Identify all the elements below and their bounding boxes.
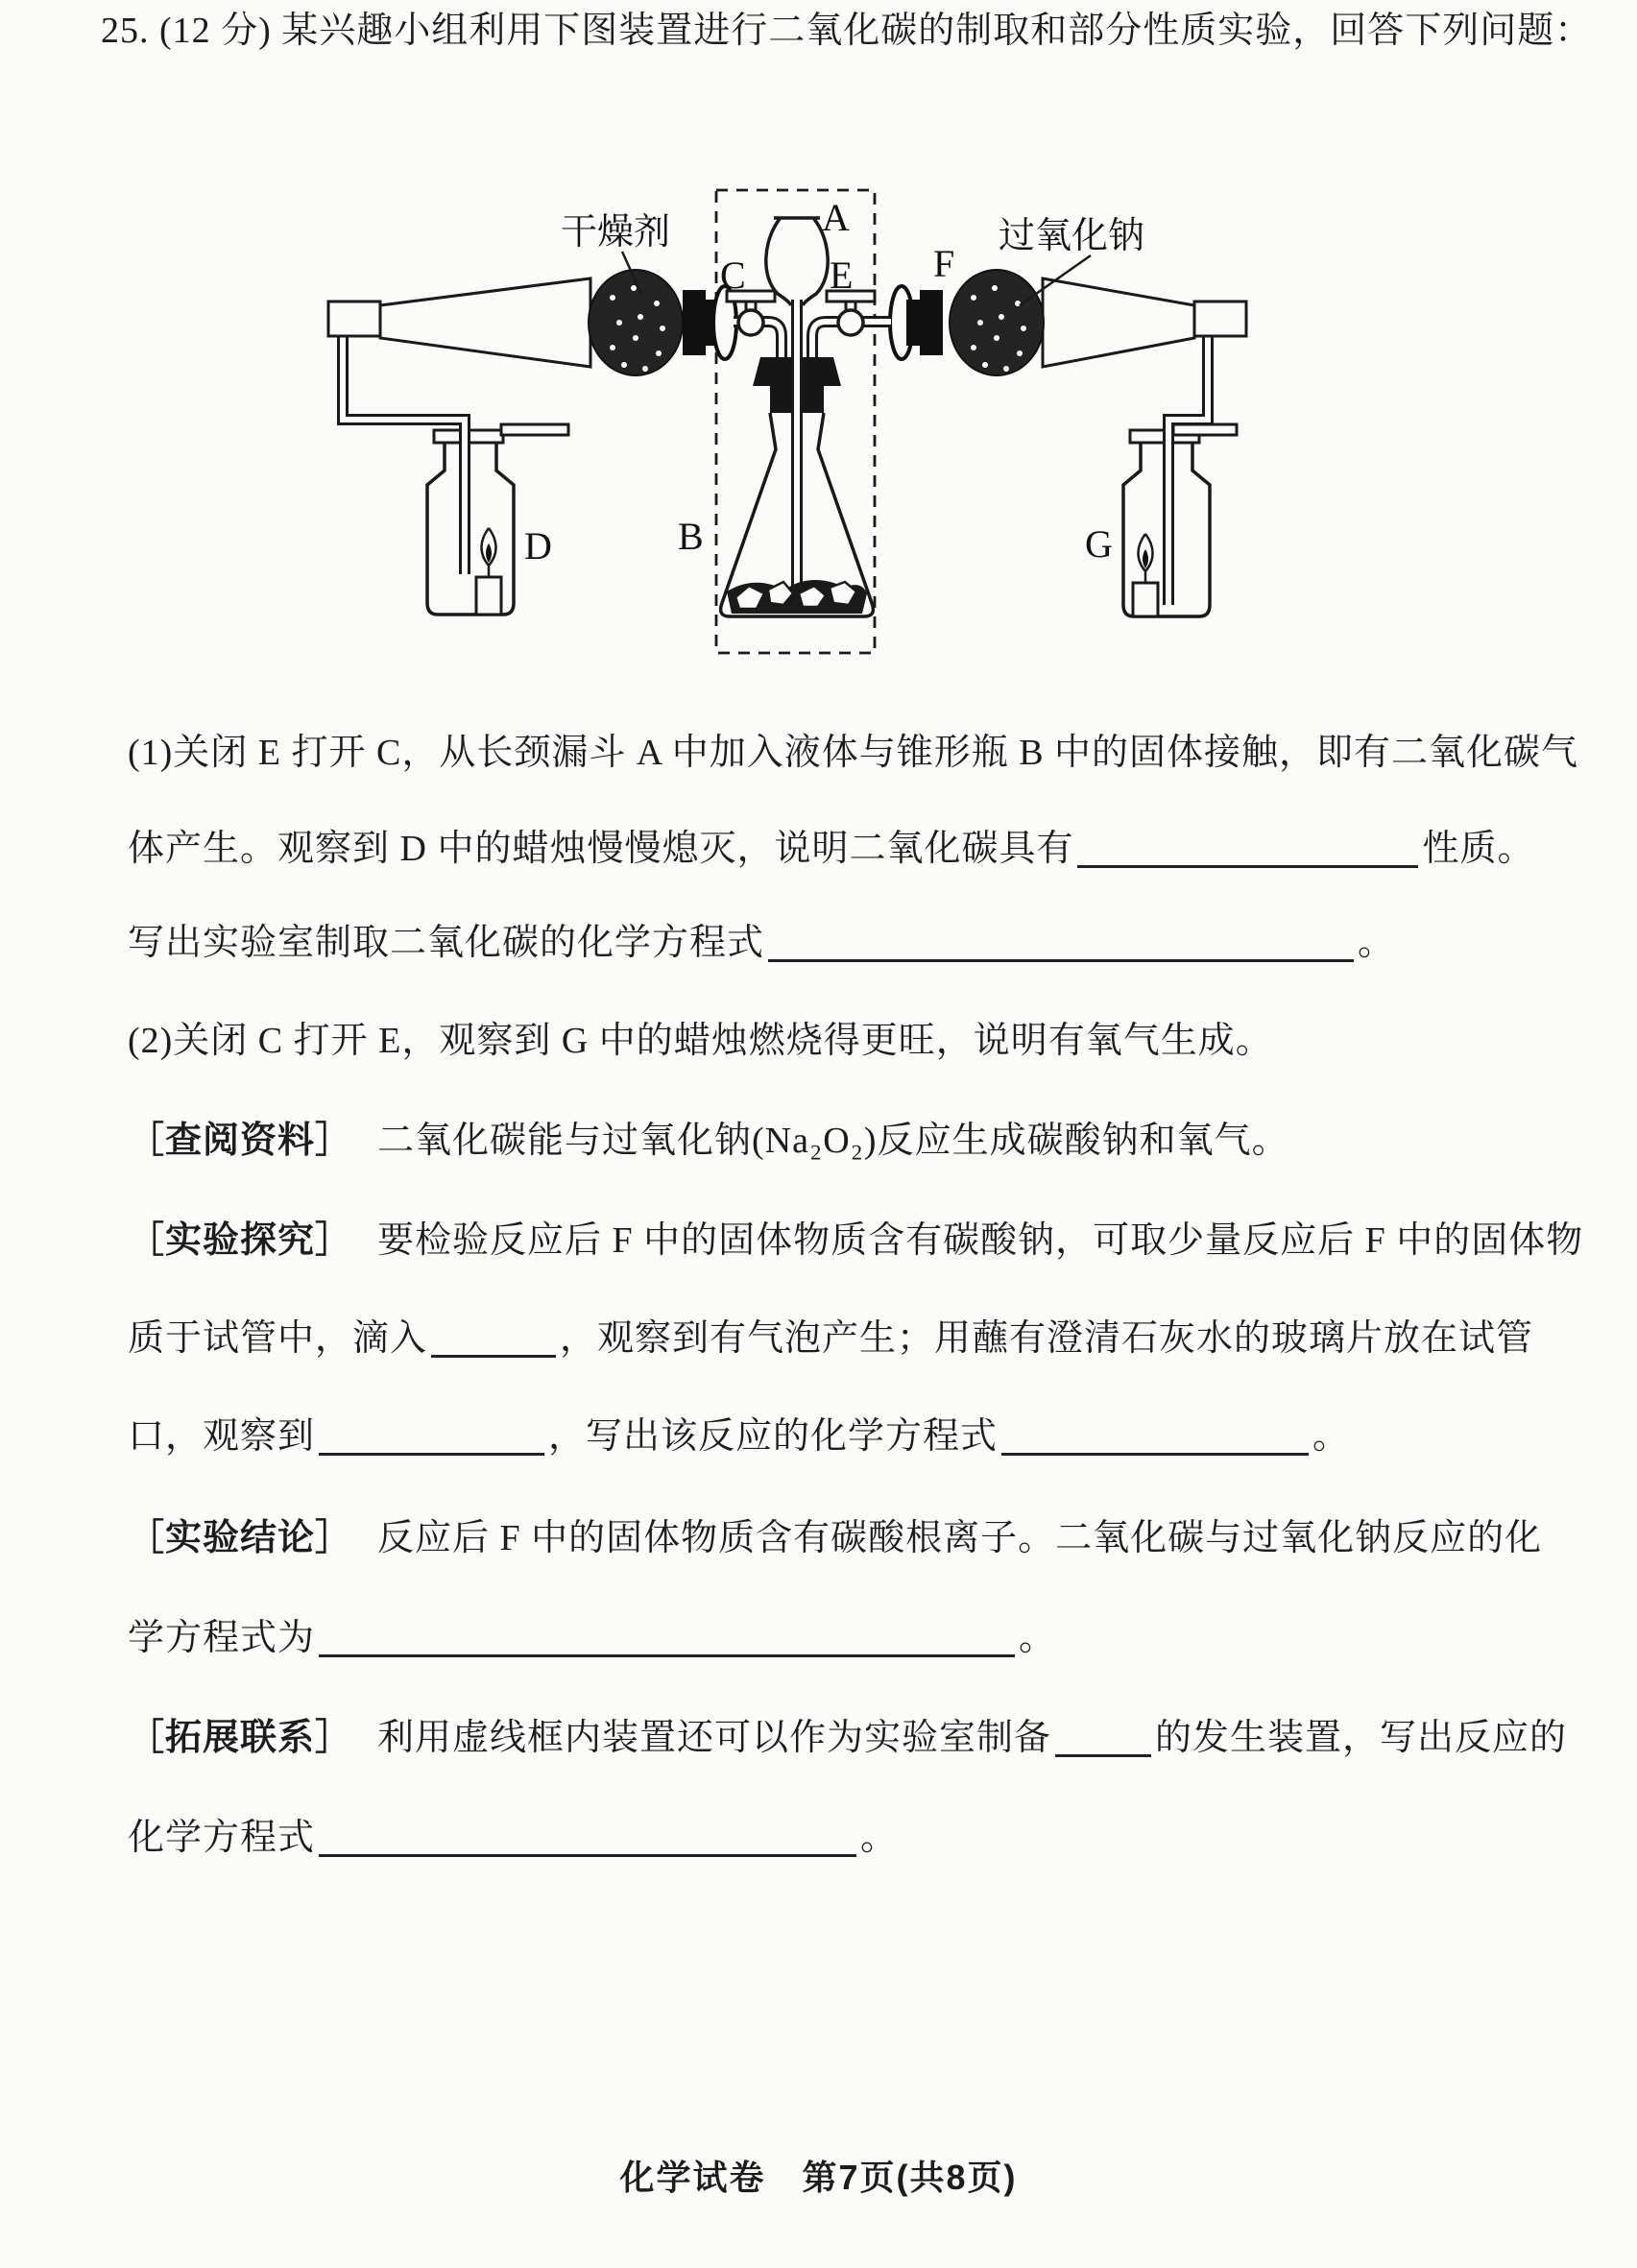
- q1-line2-tail: 性质。: [1422, 829, 1535, 869]
- conclusion-line1-text: 反应后 F 中的固体物质含有碳酸根离子。二氧化碳与过氧化钠反应的化: [377, 1518, 1543, 1558]
- lookup-tag: ［查阅资料］: [128, 1121, 353, 1161]
- answer-blank-gas[interactable]: [1055, 1745, 1151, 1757]
- stopcock-e: [827, 291, 875, 335]
- label-a: A: [822, 196, 850, 239]
- explore-line3-tail: 。: [1312, 1416, 1351, 1457]
- candle-g: [1133, 534, 1158, 616]
- explore-line2: [128, 1308, 1533, 1361]
- conclusion-line1: [128, 1508, 1542, 1560]
- answer-blank-reagent[interactable]: [431, 1345, 556, 1358]
- explore-line3-text: 口，观察到: [128, 1416, 316, 1457]
- explore-line3-mid: ，写出该反应的化学方程式: [548, 1416, 999, 1457]
- conclusion-line2: [128, 1607, 1056, 1660]
- label-drying-agent: 干燥剂: [561, 212, 671, 253]
- q1-line2-text: 体产生。观察到 D 中的蜡烛慢慢熄灭，说明二氧化碳具有: [128, 829, 1074, 869]
- q2-line1-text: (2)关闭 C 打开 E，观察到 G 中的蜡烛燃烧得更旺，说明有氧气生成。: [128, 1021, 1273, 1061]
- question-title: 25. (12 分) 某兴趣小组利用下图装置进行二氧化碳的制取和部分性质实验，回答下列问题：: [101, 11, 1593, 51]
- extend-line1-tail: 的发生装置，写出反应的: [1155, 1718, 1568, 1758]
- explore-line1-text: 要检验反应后 F 中的固体物质含有碳酸钠，可取少量反应后 F 中的固体物: [377, 1220, 1584, 1261]
- peroxide-bulb: [890, 270, 1044, 375]
- label-g: G: [1085, 522, 1113, 566]
- answer-blank-co2-property[interactable]: [1077, 856, 1418, 868]
- drying-bulb: [589, 270, 736, 375]
- label-c: C: [720, 253, 746, 297]
- q1-line3: [128, 912, 1395, 965]
- answer-blank-reaction-equation[interactable]: [1001, 1443, 1309, 1456]
- extend-tag: ［拓展联系］: [128, 1718, 353, 1758]
- extend-line1-text: 利用虚线框内装置还可以作为实验室制备: [377, 1718, 1052, 1758]
- extend-line2: [128, 1807, 898, 1860]
- explore-line1: [128, 1210, 1583, 1263]
- extend-line2-tail: 。: [860, 1818, 899, 1858]
- label-d: D: [524, 524, 552, 567]
- apparatus-diagram: [288, 163, 1507, 687]
- extend-line2-text: 化学方程式: [128, 1818, 316, 1858]
- explore-line2-text: 质于试管中，滴入: [128, 1318, 428, 1359]
- label-b: B: [678, 515, 704, 558]
- conclusion-line2-text: 学方程式为: [128, 1618, 316, 1658]
- answer-blank-extend-equation[interactable]: [319, 1845, 856, 1857]
- answer-blank-co2-equation[interactable]: [768, 950, 1354, 962]
- explore-tag: ［实验探究］: [128, 1220, 353, 1261]
- q1-line3-tail: 。: [1358, 923, 1396, 963]
- page-footer: 化学试卷 第7页(共8页): [619, 2158, 1018, 2197]
- answer-blank-na2o2-equation[interactable]: [319, 1645, 1015, 1657]
- lookup-line: [128, 1110, 1289, 1163]
- label-f: F: [933, 242, 955, 285]
- label-sodium-peroxide: 过氧化钠: [999, 216, 1145, 256]
- lookup-text: 二氧化碳能与过氧化钠(Na₂O₂)反应生成碳酸钠和氧气。: [377, 1121, 1289, 1161]
- explore-line3: [128, 1406, 1350, 1459]
- bottle-g: [1123, 424, 1237, 616]
- bottle-d: [427, 424, 568, 615]
- q1-line1-text: (1)关闭 E 打开 C，从长颈漏斗 A 中加入液体与锥形瓶 B 中的固体接触，即有二氧化碳气: [128, 733, 1579, 773]
- q2-line1: [128, 1010, 1273, 1063]
- explore-line2-tail: ，观察到有气泡产生；用蘸有澄清石灰水的玻璃片放在试管: [560, 1318, 1534, 1359]
- conclusion-tag: ［实验结论］: [128, 1518, 353, 1558]
- q1-line1: [128, 722, 1578, 775]
- answer-blank-observation[interactable]: [319, 1443, 544, 1456]
- q1-line3-text: 写出实验室制取二氧化碳的化学方程式: [128, 923, 765, 963]
- candle-d: [476, 528, 501, 615]
- q1-line2: [128, 818, 1534, 871]
- extend-line1: [128, 1707, 1567, 1760]
- label-e: E: [830, 253, 854, 297]
- conclusion-line2-tail: 。: [1019, 1618, 1057, 1658]
